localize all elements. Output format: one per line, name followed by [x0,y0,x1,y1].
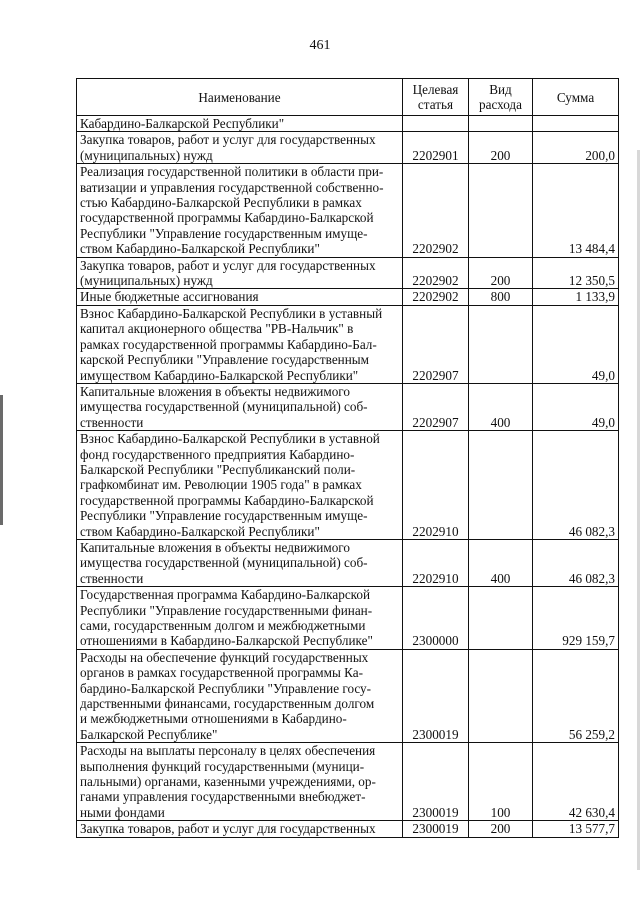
table-body [77,116,619,838]
cell-article: 2202907 [403,305,469,383]
cell-expense-type: 200 [469,132,533,164]
cell-name-line: бардино-Балкарской Республики "Управление госу- [80,680,372,696]
cell-sum: 46 082,3 [533,431,619,540]
table-row [77,132,619,164]
cell-expense-type: 800 [469,289,533,305]
table-row [77,257,619,289]
cell-expense-type [469,164,533,257]
cell-expense-type: 200 [469,821,533,837]
header-sum: Сумма [533,79,619,116]
cell-expense-type: 400 [469,383,533,430]
scan-margin-mark [0,395,3,525]
cell-name [77,164,403,257]
cell-expense-type [469,649,533,742]
header-name: Наименование [77,79,403,116]
cell-name-line: и межбюджетными отношениями в Кабардино- [80,711,347,727]
header-article-line1: Целевая [412,82,459,97]
cell-name-line: (муниципальных) нужд [80,273,213,289]
table-header-row [77,79,619,116]
cell-name-line: сами, государственным долгом и межбюджетными [80,618,366,633]
cell-name [77,257,403,289]
page-number: 461 [309,38,331,53]
cell-name [77,383,403,430]
cell-article: 2202902 [403,257,469,289]
cell-name-line: Кабардино-Балкарской Республики" [80,116,285,131]
cell-name [77,289,403,305]
cell-name-line: Балкарской Республики "Республиканский поли- [80,461,356,477]
table-row [77,164,619,257]
cell-sum: 200,0 [533,132,619,164]
cell-expense-type [469,116,533,132]
cell-name-line: имущества государственной (муниципальной) соб- [80,399,368,415]
cell-name [77,743,403,821]
budget-table [76,78,619,838]
header-type-line1: Вид [489,82,512,97]
cell-name-line: Закупка товаров, работ и услуг для государственных [80,257,376,273]
cell-name-line: государственной программы Кабардино-Балкарской [80,492,374,508]
cell-sum: 1 133,9 [533,289,619,305]
cell-name-line: рамках государственной программы Кабардино-Бал- [80,336,377,352]
header-article-line2: статья [417,97,454,112]
cell-name-line: ственности [80,570,144,586]
cell-name-line: пальными) органами, казенными учреждениями, ор- [80,774,376,790]
cell-name-line: ственности [80,414,144,430]
table-row [77,116,619,132]
cell-name [77,132,403,164]
cell-name-line: органов в рамках государственной программы Ка- [80,665,363,681]
cell-name-line: Республики "Управление государственным имуще- [80,225,368,241]
cell-name-line: ством Кабардино-Балкарской Республики" [80,523,320,539]
cell-name-line: имуществом Кабардино-Балкарской Республики" [80,367,359,383]
cell-name [77,305,403,383]
cell-sum: 12 350,5 [533,257,619,289]
cell-article: 2202902 [403,289,469,305]
cell-sum: 42 630,4 [533,743,619,821]
cell-name-line: Закупка товаров, работ и услуг для государственных [80,821,376,837]
cell-sum: 56 259,2 [533,649,619,742]
cell-name [77,821,403,837]
table-row [77,821,619,837]
cell-name-line: выполнения функций государственными (муници- [80,758,365,774]
table-row [77,587,619,650]
cell-expense-type [469,587,533,650]
cell-name-line: ганами управления государственными внебюджет- [80,789,366,805]
cell-name-line: графкомбинат им. Революции 1905 года" в рамках [80,477,362,493]
cell-article [403,116,469,132]
cell-expense-type: 100 [469,743,533,821]
cell-name-line: Капитальные вложения в объекты недвижимого [80,539,350,555]
cell-article: 2300019 [403,821,469,837]
cell-article: 2300019 [403,743,469,821]
table-row [77,383,619,430]
cell-name-line: ством Кабардино-Балкарской Республики" [80,241,320,257]
table-row [77,305,619,383]
cell-name [77,649,403,742]
cell-name-line: Капитальные вложения в объекты недвижимого [80,383,350,399]
cell-name [77,587,403,650]
cell-expense-type [469,305,533,383]
cell-name-line: имущества государственной (муниципальной) соб- [80,555,368,571]
cell-article: 2300000 [403,587,469,650]
header-article [403,79,469,116]
cell-name-line: Балкарской Республике" [80,726,218,742]
cell-name [77,116,403,132]
table-row [77,539,619,586]
cell-name-line: Реализация государственной политики в области при- [80,164,384,180]
cell-name-line: Расходы на выплаты персоналу в целях обеспечения [80,743,376,759]
header-type-line2: расхода [479,97,522,112]
cell-name-line: стью Кабардино-Балкарской Республики в рамках [80,195,362,211]
cell-sum: 13 577,7 [533,821,619,837]
cell-name-line: Закупка товаров, работ и услуг для государственных [80,132,376,148]
cell-sum [533,116,619,132]
cell-name-line: (муниципальных) нужд [80,147,213,163]
cell-name [77,431,403,540]
cell-name-line: Взнос Кабардино-Балкарской Республики в уставный [80,305,383,321]
cell-article: 2202910 [403,431,469,540]
cell-name-line: Государственная программа Кабардино-Балкарской [80,587,371,603]
cell-sum: 13 484,4 [533,164,619,257]
cell-sum: 929 159,7 [533,587,619,650]
cell-article: 2202910 [403,539,469,586]
cell-sum: 49,0 [533,305,619,383]
cell-name-line: карской Республики "Управление государственным [80,352,370,368]
cell-name-line: дарственными финансами, государственным долгом [80,696,375,712]
cell-article: 2202902 [403,164,469,257]
cell-sum: 49,0 [533,383,619,430]
header-expense-type [469,79,533,116]
table-row [77,289,619,305]
cell-expense-type [469,431,533,540]
table-row [77,431,619,540]
cell-name-line: государственной программы Кабардино-Балкарской [80,210,374,226]
cell-expense-type: 400 [469,539,533,586]
cell-name-line: Республики "Управление государственным имуще- [80,508,368,524]
cell-article: 2300019 [403,649,469,742]
cell-name-line: Взнос Кабардино-Балкарской Республики в уставной [80,431,380,447]
cell-name [77,539,403,586]
cell-name-line: ными фондами [80,804,165,820]
cell-name-line: Расходы на обеспечение функций государственных [80,649,369,665]
table-row [77,649,619,742]
cell-expense-type: 200 [469,257,533,289]
cell-name-line: капитал акционерного общества "РВ-Нальчик" в [80,321,354,337]
cell-name-line: ватизации и управления государственной собственно- [80,179,384,195]
cell-name-line: Республики "Управление государственными финан- [80,602,373,618]
cell-name-line: Иные бюджетные ассигнования [80,289,259,305]
cell-sum: 46 082,3 [533,539,619,586]
cell-article: 2202901 [403,132,469,164]
cell-name-line: отношениями в Кабардино-Балкарской Республике" [80,633,373,649]
cell-article: 2202907 [403,383,469,430]
table-row [77,743,619,821]
cell-name-line: фонд государственного предприятия Кабардино- [80,446,355,462]
